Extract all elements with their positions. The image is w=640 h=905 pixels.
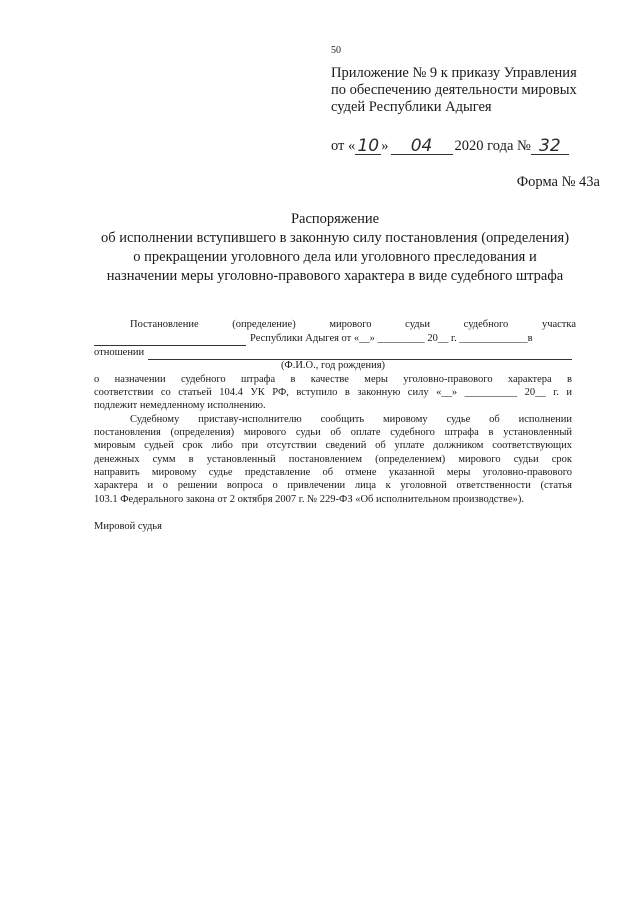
form-number: Форма № 43а (516, 174, 600, 190)
appendix-line: Приложение № 9 к приказу Управления (331, 65, 577, 81)
title-line: о прекращении уголовного дела или уголовного преследования и (133, 249, 537, 265)
body-line: подлежит немедленному исполнению. (94, 400, 266, 411)
blank-line (148, 349, 572, 360)
order-year-text: 2020 года № (454, 138, 531, 154)
body-line: направить мировому судье представление об отмене указанной меры уголовно-правового (94, 467, 572, 478)
order-month-handwritten: 04 (391, 139, 453, 155)
body-line-person (94, 346, 572, 360)
fio-caption: (Ф.И.О., год рождения) (280, 360, 386, 371)
body-line: Судебному приставу-исполнителю сообщить мировому судье об исполнении (130, 414, 572, 425)
body-line: мировым судьей срок либо при отсутствии сведений об уплате должником соответствующих (94, 440, 572, 451)
order-date-number (331, 138, 569, 155)
order-day-handwritten: 10 (355, 139, 381, 155)
body-line: Постановление (определение) мирового судьи судебного участка (130, 319, 576, 330)
body-line: о назначении судебного штрафа в качестве меры уголовно-правового характера в (94, 374, 572, 385)
title-line: назначении меры уголовно-правового характера в виде судебного штрафа (106, 268, 564, 284)
body-line: соответствии со статьей 104.4 УК РФ, вступило в законную силу «__» __________ 20__ г. и (94, 387, 572, 398)
body-line: 103.1 Федерального закона от 2 октября 2007 г. № 229-ФЗ «Об исполнительном производстве»). (94, 494, 524, 505)
blank-line (94, 335, 246, 346)
appendix-header (331, 65, 577, 116)
order-quote-close: » (381, 138, 389, 154)
order-number-handwritten: 32 (531, 139, 569, 155)
page-number: 50 (331, 45, 341, 56)
order-from-prefix: от « (331, 138, 356, 154)
appendix-line: судей Республики Адыгея (331, 99, 492, 115)
document-title (80, 210, 590, 286)
body-line: постановления (определения) мирового судьи об оплате судебного штрафа в установленный (94, 427, 572, 438)
signature-label: Мировой судья (94, 521, 162, 532)
body-line: характера и о решении вопроса о привлечении лица к уголовной ответственности (статья (94, 480, 572, 491)
body-line-text: отношении (94, 347, 145, 358)
appendix-line: по обеспечению деятельности мировых (331, 82, 577, 98)
title-heading: Распоряжение (290, 211, 380, 227)
title-line: об исполнении вступившего в законную силу постановления (определения) (100, 230, 570, 246)
body-line-court (94, 332, 576, 346)
body-line: денежных сумм в установленный постановлением (определением) мирового судьи срок (94, 454, 572, 465)
body-line-text: Республики Адыгея от «__» _________ 20__ г. _____________в (250, 333, 533, 344)
